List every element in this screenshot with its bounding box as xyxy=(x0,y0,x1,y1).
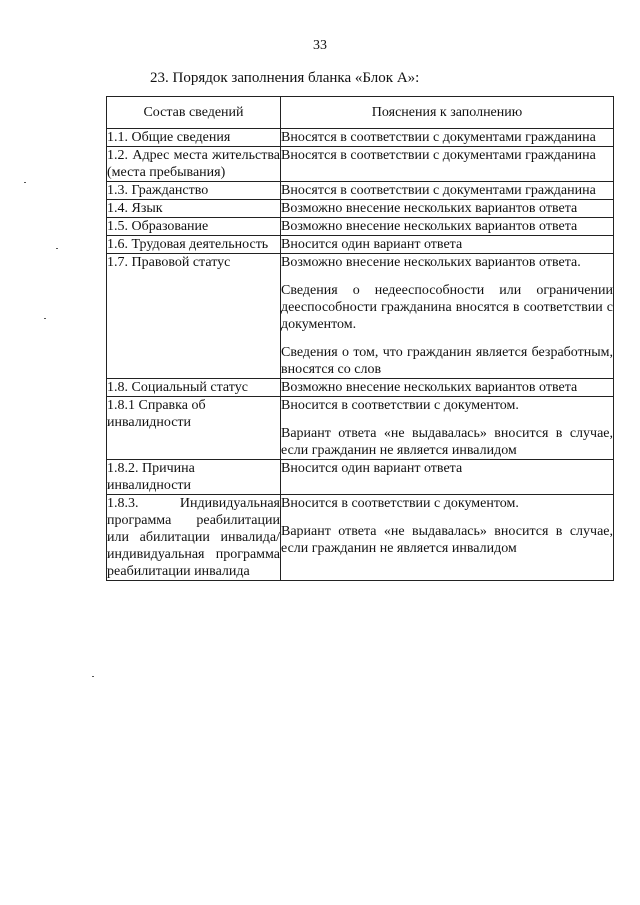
table-row xyxy=(107,129,614,147)
row-label: 1.5. Образование xyxy=(107,218,281,236)
row-notes xyxy=(281,254,614,379)
row-label: 1.2. Адрес места жительства (места пребывания) xyxy=(107,148,280,180)
note-paragraph: Сведения о недееспособности или ограничении дееспособности гражданина вносятся в соответствии с документом. xyxy=(281,283,613,332)
row-notes xyxy=(281,397,614,460)
note-paragraph: Вносится один вариант ответа xyxy=(281,237,463,252)
row-notes xyxy=(281,200,614,218)
table-row xyxy=(107,236,614,254)
scan-speck xyxy=(24,182,26,183)
row-notes xyxy=(281,236,614,254)
table-row xyxy=(107,460,614,495)
row-label: 1.3. Гражданство xyxy=(107,182,281,200)
note-paragraph: Вариант ответа «не выдавалась» вносится в случае, если гражданин не является инвалидом xyxy=(281,426,613,458)
column-header-notes: Пояснения к заполнению xyxy=(281,97,614,129)
row-notes xyxy=(281,182,614,200)
note-paragraph: Сведения о том, что гражданин является безработным, вносятся со слов xyxy=(281,345,613,377)
note-paragraph: Вариант ответа «не выдавалась» вносится в случае, если гражданин не является инвалидом xyxy=(281,524,613,556)
note-paragraph: Вносятся в соответствии с документами гражданина xyxy=(281,130,596,145)
table-row xyxy=(107,495,614,581)
note-paragraph: Возможно внесение нескольких вариантов ответа xyxy=(281,219,578,234)
note-paragraph: Возможно внесение нескольких вариантов ответа. xyxy=(281,255,581,270)
table-row xyxy=(107,182,614,200)
row-label: 1.1. Общие сведения xyxy=(107,129,281,147)
row-notes xyxy=(281,129,614,147)
table-row xyxy=(107,397,614,460)
table-header-row xyxy=(107,97,614,129)
column-header-composition: Состав сведений xyxy=(107,97,281,129)
page-number: 33 xyxy=(313,38,327,53)
row-notes xyxy=(281,495,614,581)
form-table xyxy=(106,96,614,581)
table-row xyxy=(107,379,614,397)
scan-speck xyxy=(56,248,58,249)
note-paragraph: Вносится в соответствии с документом. xyxy=(281,496,519,511)
table-row xyxy=(107,147,614,182)
row-label: 1.8.3. Индивидуальная программа реабилитации или абилитации инвалида/ индивидуальная программа реабилитации инвалида xyxy=(107,496,280,579)
note-paragraph: Вносятся в соответствии с документами гражданина xyxy=(281,183,596,198)
table-row xyxy=(107,218,614,236)
row-label: 1.7. Правовой статус xyxy=(107,254,281,379)
row-notes xyxy=(281,379,614,397)
scan-speck xyxy=(44,318,46,319)
row-notes xyxy=(281,147,614,182)
row-notes xyxy=(281,460,614,495)
note-paragraph: Возможно внесение нескольких вариантов ответа xyxy=(281,201,578,216)
note-paragraph: Вносятся в соответствии с документами гражданина xyxy=(281,148,596,163)
scan-speck xyxy=(92,676,94,677)
row-label: 1.8.1 Справка об инвалидности xyxy=(107,397,281,460)
row-label: 1.8. Социальный статус xyxy=(107,379,281,397)
table-row xyxy=(107,254,614,379)
table-row xyxy=(107,200,614,218)
row-notes xyxy=(281,218,614,236)
section-title: 23. Порядок заполнения бланка «Блок А»: xyxy=(150,70,420,86)
note-paragraph: Возможно внесение нескольких вариантов ответа xyxy=(281,380,578,395)
row-label: 1.4. Язык xyxy=(107,200,281,218)
note-paragraph: Вносится один вариант ответа xyxy=(281,461,463,476)
row-label: 1.8.2. Причина инвалидности xyxy=(107,460,281,495)
note-paragraph: Вносится в соответствии с документом. xyxy=(281,398,519,413)
row-label: 1.6. Трудовая деятельность xyxy=(107,236,281,254)
